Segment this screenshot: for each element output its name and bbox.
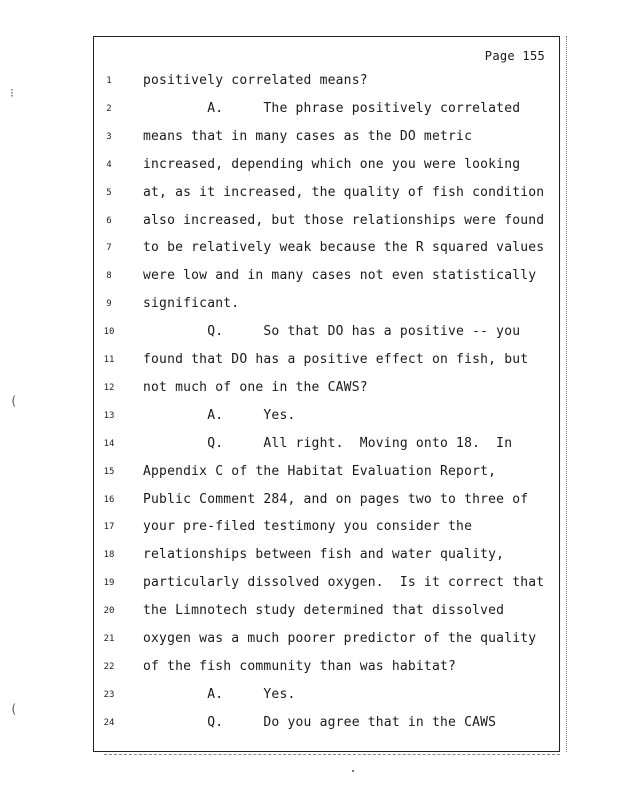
line-number: 17 [103,522,115,533]
transcript-line [94,324,559,344]
transcript-page [93,36,560,752]
line-text: means that in many cases as the DO metric [143,128,473,144]
line-number: 24 [103,717,115,728]
transcript-line [94,575,559,595]
transcript-line [94,73,559,93]
transcript-line [94,240,559,260]
transcript-line [94,603,559,623]
line-number: 14 [103,438,115,449]
transcript-line [94,687,559,707]
line-text: to be relatively weak because the R squared values [143,240,545,256]
line-number: 7 [106,243,112,254]
line-text: were low and in many cases not even statistically [143,268,537,284]
transcript-line [94,129,559,149]
transcript-line [94,408,559,428]
line-number: 13 [103,410,115,421]
line-number: 11 [103,355,115,365]
line-text: the Limnotech study determined that dissolved [143,603,505,619]
line-number: 22 [103,661,115,672]
binder-mark: ⁝ [10,86,14,100]
transcript-line [94,380,559,400]
transcript-line [94,268,559,288]
line-number: 15 [103,466,115,477]
line-number: 5 [106,187,112,198]
line-number: 20 [103,606,115,617]
transcript-line [94,492,559,512]
page-number: Page 155 [484,49,545,63]
line-text: particularly dissolved oxygen. Is it correct that [143,575,545,591]
line-text: your pre-filed testimony you consider the [143,519,473,535]
transcript-line [94,715,559,735]
transcript-line [94,436,559,456]
footer-mark [352,770,354,772]
line-text: Q. So that DO has a positive -- you [143,324,521,340]
binder-mark: ( [10,702,18,716]
line-text: oxygen was a much poorer predictor of the quality [143,631,537,646]
line-text: at, as it increased, the quality of fish condition [143,184,545,200]
transcript-line [94,631,559,651]
line-text: relationships between fish and water quality, [143,547,505,563]
line-text: Appendix C of the Habitat Evaluation Report, [143,463,497,479]
line-text: A. The phrase positively correlated [143,100,521,116]
line-text: A. Yes. [143,407,296,423]
transcript-line [94,157,559,177]
line-text: Public Comment 284, and on pages two to three of [143,491,529,507]
line-text: found that DO has a positive effect on fish, but [143,352,529,367]
line-number: 10 [103,327,115,338]
line-text: Q. All right. Moving onto 18. In [143,435,513,451]
transcript-line [94,101,559,121]
line-number: 4 [106,159,112,170]
line-number: 2 [106,103,112,114]
line-text: increased, depending which one you were looking [143,156,521,172]
transcript-line [94,185,559,205]
line-text: Q. Do you agree that in the CAWS [143,714,497,730]
transcript-line [94,547,559,567]
line-number: 1 [106,76,112,86]
line-text: significant. [143,296,240,312]
line-number: 21 [103,634,115,644]
line-number: 6 [106,215,112,226]
transcript-line [94,352,559,372]
footer-rule [104,754,560,755]
binder-mark: ( [10,394,18,408]
line-number: 3 [106,131,112,142]
line-number: 8 [106,271,112,282]
page-edge-divider [566,36,567,752]
line-number: 9 [106,299,112,310]
line-number: 16 [103,494,115,505]
line-text: also increased, but those relationships were found [143,212,545,228]
line-text: not much of one in the CAWS? [143,379,368,395]
transcript-line [94,296,559,316]
line-number: 23 [103,689,115,700]
transcript-line [94,519,559,539]
line-text: of the fish community than was habitat? [143,658,457,674]
transcript-line [94,659,559,679]
transcript-line [94,464,559,484]
line-text: A. Yes. [143,686,296,702]
transcript-line [94,213,559,233]
line-number: 19 [103,578,115,589]
line-number: 18 [103,550,115,561]
line-number: 12 [103,382,115,393]
line-text: positively correlated means? [143,73,368,88]
